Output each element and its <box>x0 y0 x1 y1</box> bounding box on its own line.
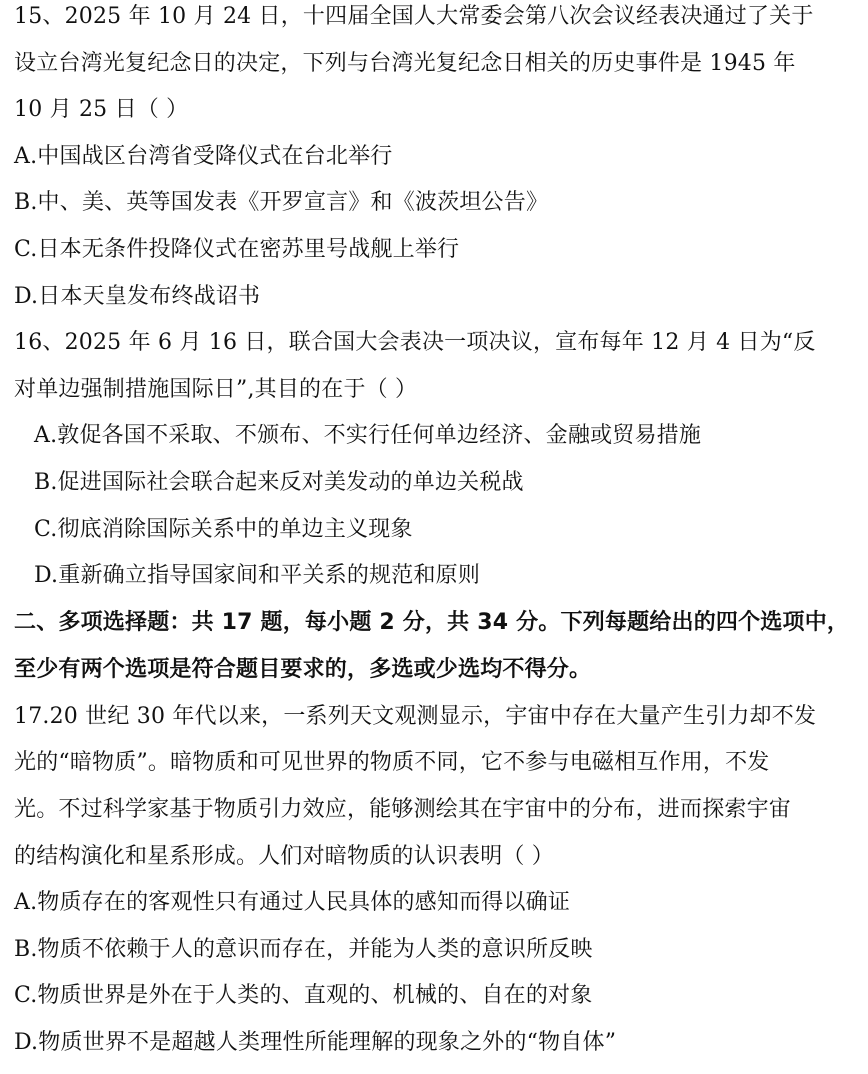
q16-option-c: C.彻底消除国际关系中的单边主义现象 <box>34 517 413 542</box>
q15-stem-line-3: 10 月 25 日（ ） <box>14 97 189 122</box>
q15-option-b: B.中、美、英等国发表《开罗宣言》和《波茨坦公告》 <box>14 190 549 215</box>
q17-option-a: A.物质存在的客观性只有通过人民具体的感知而得以确证 <box>14 890 571 915</box>
q16-stem-line-1: 16、2025 年 6 月 16 日，联合国大会表决一项决议，宣布每年 12 月 4 日为“反 <box>14 330 816 355</box>
q17-stem-line-2: 光的“暗物质”。暗物质和可见世界的物质不同，它不参与电磁相互作用，不发 <box>14 750 770 775</box>
q17-stem-line-1: 17.20 世纪 30 年代以来，一系列天文观测显示，宇宙中存在大量产生引力却不发 <box>14 704 817 729</box>
q15-option-c: C.日本无条件投降仪式在密苏里号战舰上举行 <box>14 237 460 262</box>
q17-option-d: D.物质世界不是超越人类理性所能理解的现象之外的“物自体” <box>14 1030 617 1055</box>
q16-option-b: B.促进国际社会联合起来反对美发动的单边关税战 <box>34 470 524 495</box>
q17-option-c: C.物质世界是外在于人类的、直观的、机械的、自在的对象 <box>14 983 593 1008</box>
q16-stem-line-2: 对单边强制措施国际日”,其目的在于（ ） <box>14 377 418 402</box>
q16-option-a: A.敦促各国不采取、不颁布、不实行任何单边经济、金融或贸易措施 <box>34 423 702 448</box>
q15-stem-line-2: 设立台湾光复纪念日的决定，下列与台湾光复纪念日相关的历史事件是 1945 年 <box>14 51 796 76</box>
q17-option-b: B.物质不依赖于人的意识而存在，并能为人类的意识所反映 <box>14 937 593 962</box>
q15-option-a: A.中国战区台湾省受降仪式在台北举行 <box>14 144 393 169</box>
q15-option-d: D.日本天皇发布终战诏书 <box>14 284 261 309</box>
q17-stem-line-3: 光。不过科学家基于物质引力效应，能够测绘其在宇宙中的分布，进而探索宇宙 <box>14 797 792 822</box>
section2-heading-line-2: 至少有两个选项是符合题目要求的，多选或少选均不得分。 <box>14 657 592 682</box>
q17-stem-line-4: 的结构演化和星系形成。人们对暗物质的认识表明（ ） <box>14 844 554 869</box>
q15-stem-line-1: 15、2025 年 10 月 24 日，十四届全国人大常委会第八次会议经表决通过了关于 <box>14 4 814 29</box>
q16-option-d: D.重新确立指导国家间和平关系的规范和原则 <box>34 563 481 588</box>
section2-heading-line-1: 二、多项选择题：共 17 题，每小题 2 分，共 34 分。下列每题给出的四个选项中， <box>14 610 850 635</box>
